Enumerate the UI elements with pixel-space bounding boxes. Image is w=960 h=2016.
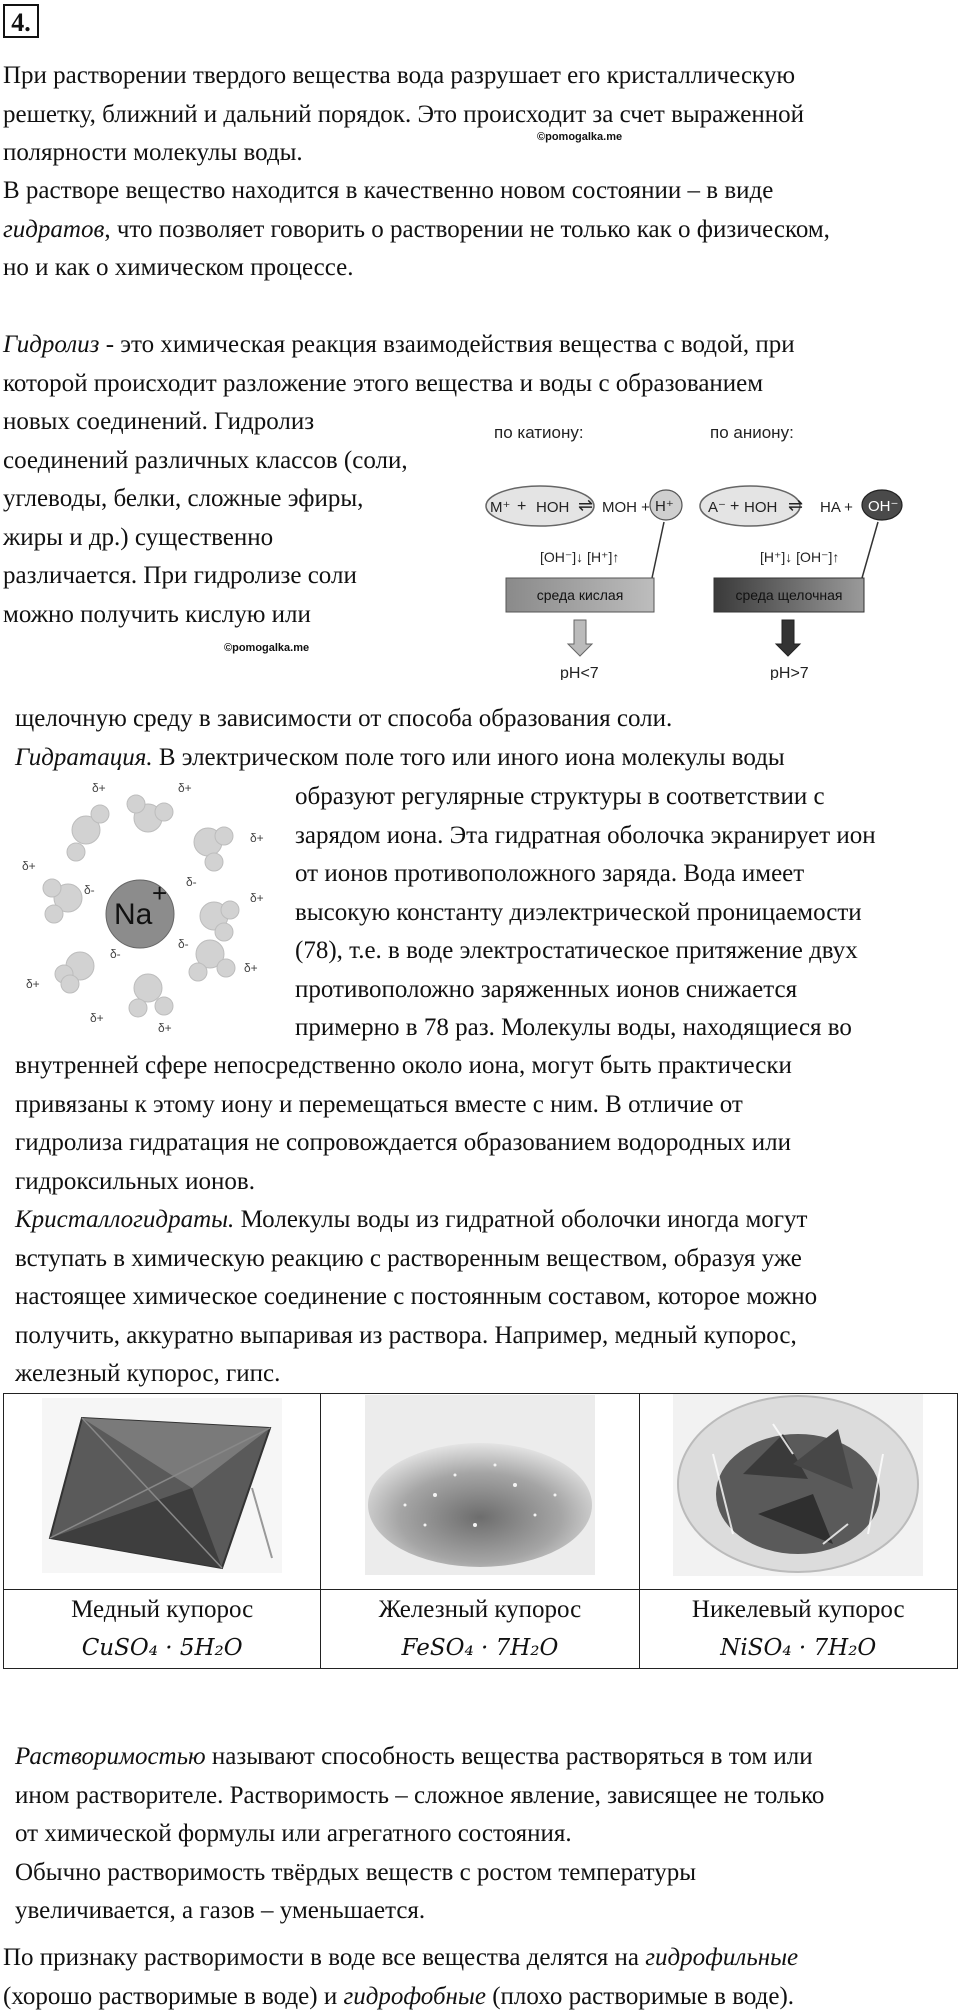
hydration-full-lines <box>15 1047 955 1201</box>
text-line: противоположно заряженных ионов снижается <box>295 971 955 1010</box>
partial-charge: δ+ <box>90 1011 104 1025</box>
watermark: ©pomogalka.me <box>537 130 622 144</box>
solubility-paragraph <box>15 1738 955 1931</box>
text-line: Гидролиз - это химическая реакция взаимодействия вещества с водой, при <box>3 326 953 365</box>
text-line: настоящее химическое соединение с постоянным составом, которое можно <box>15 1278 955 1317</box>
partial-charge: δ- <box>84 883 95 897</box>
text-line: новых соединений. Гидролиз <box>3 403 443 442</box>
text-line: Растворимостью называют способность вещества растворяться в том или <box>15 1738 955 1777</box>
text-line: По признаку растворимости в воде все вещества делятся на гидрофильные <box>3 1939 953 1978</box>
text-line: (хорошо растворимые в воде) и гидрофобные (плохо растворимые в воде). <box>3 1978 953 2016</box>
term-hydrophilic: гидрофильные <box>645 1944 798 1971</box>
anion-shift: [H⁺]↓ [OH⁻]↑ <box>760 549 839 565</box>
partial-charge: δ- <box>178 937 189 951</box>
text-line: привязаны к этому иону и перемещаться вместе с ним. В отличие от <box>15 1086 955 1125</box>
partial-charge: δ+ <box>178 781 192 795</box>
partial-charge: δ- <box>110 947 121 961</box>
text-line: можно получить кислую или <box>3 596 443 635</box>
partial-charge: δ+ <box>22 859 36 873</box>
hydration-line-1: Гидратация. В электрическом поле того или иного иона молекулы воды <box>15 739 955 778</box>
text-line: примерно в 78 раз. Молекулы воды, находящиеся во <box>295 1009 955 1048</box>
term-crystallohydrates: Кристаллогидраты. <box>15 1206 234 1233</box>
text-line: В растворе вещество находится в качественно новом состоянии – в виде <box>3 172 953 211</box>
text-line: углеводы, белки, сложные эфиры, <box>3 480 443 519</box>
text-line: различается. При гидролизе соли <box>3 557 443 596</box>
term-hydrolysis: Гидролиз <box>3 331 99 358</box>
acid-ph: pH<7 <box>560 665 599 680</box>
crystal-formula: FeSO₄ · 7H₂O <box>321 1629 638 1667</box>
partial-charge: δ+ <box>244 961 258 975</box>
equilibrium-arrow: ⇌ <box>788 495 803 515</box>
watermark: ©pomogalka.me <box>224 641 309 655</box>
table-row <box>4 1394 958 1590</box>
text-line: Обычно растворимость твёрдых веществ с ростом температуры <box>15 1854 955 1893</box>
ion-label: Na <box>114 898 153 931</box>
text-line: соединений различных классов (соли, <box>3 442 443 481</box>
text-line: (78), т.е. в воде электростатическое притяжение двух <box>295 932 955 971</box>
partial-charge: δ+ <box>250 891 264 905</box>
table-cell <box>321 1394 639 1590</box>
water-formula: HОН <box>744 499 777 516</box>
table-cell <box>639 1394 957 1590</box>
partial-charge: δ+ <box>26 977 40 991</box>
partial-charge: δ+ <box>250 831 264 845</box>
pointer-line <box>652 522 664 578</box>
intro-paragraph-2 <box>3 172 953 288</box>
product-formula: HA + <box>820 499 853 516</box>
ion-charge: + <box>152 878 167 908</box>
hydrolysis-left-column <box>3 403 443 634</box>
text-line: высокую константу диэлектрической проницаемости <box>295 894 955 933</box>
nickel-sulfate-image <box>673 1394 923 1576</box>
anion-title: по аниону: <box>710 423 794 442</box>
na-hydration-figure <box>18 778 288 1050</box>
acid-medium-label: среда кислая <box>537 587 624 603</box>
crystal-name: Никелевый купорос <box>640 1591 957 1629</box>
crystal-name: Медный купорос <box>4 1591 320 1629</box>
cation-title: по катиону: <box>494 423 584 442</box>
anion-ion: A⁻ <box>708 499 726 516</box>
term-hydrates: гидратов <box>3 216 104 243</box>
table-cell <box>321 1589 639 1668</box>
hydration-right-column <box>295 778 955 1048</box>
crystal-formula: NiSO₄ · 7H₂O <box>640 1629 957 1667</box>
text-line: Кристаллогидраты. Молекулы воды из гидратной оболочки иногда могут <box>15 1201 955 1240</box>
task-number: 4. <box>3 4 39 38</box>
table-row <box>4 1589 958 1668</box>
text-line: от ионов противоположного заряда. Вода имеет <box>295 855 955 894</box>
crystallohydrates-paragraph <box>15 1201 955 1394</box>
text-line: которой происходит разложение этого вещества и воды с образованием <box>3 365 953 404</box>
copper-sulfate-image <box>42 1398 282 1573</box>
text-line: получить, аккуратно выпаривая из раствора. Например, медный купорос, <box>15 1317 955 1356</box>
table-cell <box>4 1394 321 1590</box>
water-formula: HОН <box>536 499 569 516</box>
text-line: ином растворителе. Растворимость – сложное явление, зависящее не только <box>15 1777 955 1816</box>
down-arrow-icon <box>776 620 800 656</box>
text-line: внутренней сфере непосредственно около иона, могут быть практически <box>15 1047 955 1086</box>
text-line: железный купорос, гипс. <box>15 1355 955 1394</box>
base-medium-label: среда щелочная <box>736 587 843 603</box>
base-ph: pH>7 <box>770 665 809 680</box>
text-line: вступать в химическую реакцию с растворенным веществом, образуя уже <box>15 1240 955 1279</box>
term-hydration: Гидратация. <box>15 744 153 771</box>
proton-ion: H⁺ <box>655 498 674 515</box>
text-line: полярности молекулы воды. <box>3 134 953 173</box>
text-line: При растворении твердого вещества вода разрушает его кристаллическую <box>3 57 953 96</box>
text-line: но и как о химическом процессе. <box>3 249 953 288</box>
text-line: зарядом иона. Эта гидратная оболочка экранирует ион <box>295 817 955 856</box>
pointer-line <box>862 522 878 578</box>
partial-charge: δ+ <box>92 781 106 795</box>
table-cell <box>4 1589 321 1668</box>
text-line: жиры и др.) существенно <box>3 519 443 558</box>
crystals-table <box>3 1393 958 1669</box>
equilibrium-arrow: ⇌ <box>578 495 593 515</box>
term-hydrophobic: гидрофобные <box>343 1983 486 2010</box>
hydrolysis-paragraph <box>3 326 953 403</box>
crystal-name: Железный купорос <box>321 1591 638 1629</box>
text-line: гидратов, что позволяет говорить о растворении не только как о физическом, <box>3 211 953 250</box>
text-line: от химической формулы или агрегатного состояния. <box>15 1815 955 1854</box>
intro-paragraph-1 <box>3 57 953 173</box>
text-line: гидроксильных ионов. <box>15 1163 955 1202</box>
term-solubility: Растворимостью <box>15 1743 206 1770</box>
svg-text:+: + <box>517 498 526 515</box>
svg-text:+: + <box>730 498 739 515</box>
hydroxide-ion: OH⁻ <box>868 498 898 515</box>
partial-charge: δ- <box>186 875 197 889</box>
table-cell <box>639 1589 957 1668</box>
down-arrow-icon <box>568 620 592 656</box>
text-line: образуют регулярные структуры в соответствии с <box>295 778 955 817</box>
text-line: решетку, ближний и дальний порядок. Это происходит за счет выраженной <box>3 96 953 135</box>
crystal-formula: CuSO₄ · 5H₂O <box>4 1629 320 1667</box>
text-line: гидролиза гидратация не сопровождается образованием водородных или <box>15 1124 955 1163</box>
cation-shift: [OH⁻]↓ [H⁺]↑ <box>540 549 619 565</box>
hydrolysis-diagram <box>470 412 930 680</box>
text-line: увеличивается, а газов – уменьшается. <box>15 1892 955 1931</box>
partial-charge: δ+ <box>158 1021 172 1035</box>
iron-sulfate-image <box>365 1395 595 1575</box>
product-formula: MOH + <box>602 499 650 516</box>
cation-ion: M⁺ <box>490 499 510 516</box>
hydrolysis-continuation: щелочную среду в зависимости от способа образования соли. <box>15 700 955 739</box>
solubility-classification <box>3 1939 953 2016</box>
